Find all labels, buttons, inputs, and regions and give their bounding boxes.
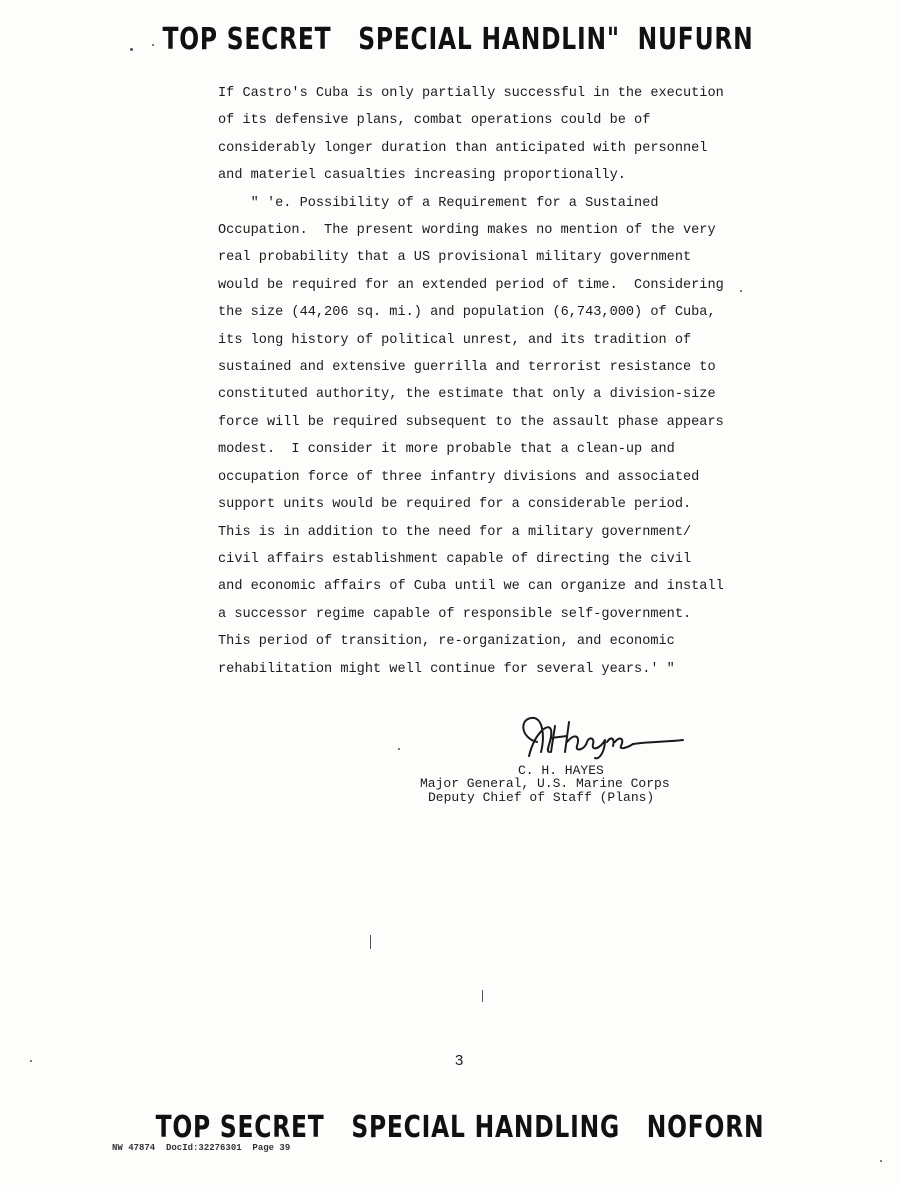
body-line: the size (44,206 sq. mi.) and population (6,743,000) of Cuba, [218,305,716,321]
body-line: and economic affairs of Cuba until we can organize and install [218,579,724,595]
body-line: If Castro's Cuba is only partially successful in the execution [218,86,724,101]
scan-speck [152,44,154,46]
scan-speck [130,48,133,51]
body-line: considerably longer duration than anticipated with personnel [218,140,708,156]
body-line: modest. I consider it more probable that a clean-up and [218,442,675,458]
page-number: 3 [455,1052,464,1069]
body-line: support units would be required for a considerable period. [218,497,692,513]
body-line: its long history of political unrest, and its tradition of [218,332,692,348]
body-line: a successor regime capable of responsible self-government. [218,606,692,622]
signatory-name: C. H. HAYES [518,763,604,778]
body-line: Occupation. The present wording makes no mention of the very [218,223,716,239]
scan-speck [740,290,742,292]
signatory-rank: Major General, U.S. Marine Corps [420,776,670,791]
body-line: and materiel casualties increasing proportionally. [218,168,626,184]
body-line: would be required for an extended period of time. Considering [218,277,724,293]
body-line: force will be required subsequent to the assault phase appears [218,414,724,430]
body-line: real probability that a US provisional military government [218,250,692,266]
handwritten-signature [515,712,695,764]
scan-speck [482,990,483,1002]
body-line: constituted authority, the estimate that only a division-size [218,387,716,403]
section-heading-line: " 'e. Possibility of a Requirement for a Sustained [218,195,659,211]
body-line: This period of transition, re-organization, and economic [218,634,675,650]
body-line: civil affairs establishment capable of directing the civil [218,551,692,567]
signatory-title: Deputy Chief of Staff (Plans) [428,790,655,805]
scan-speck [398,748,400,750]
body-line: occupation force of three infantry divisions and associated [218,469,700,485]
body-line: sustained and extensive guerrilla and terrorist resistance to [218,360,716,376]
bottom-classification-banner: TOP SECRET SPECIAL HANDLING NOFORN [155,1110,765,1145]
body-line: This is in addition to the need for a military government/ [218,524,692,540]
scan-speck [30,1060,32,1062]
body-line: of its defensive plans, combat operations could be of [218,113,651,129]
memo-body [218,80,738,683]
scan-speck [880,1160,882,1162]
scan-speck [370,935,371,949]
body-line: rehabilitation might well continue for several years.' " [218,661,675,677]
document-id-stamp: NW 47874 DocId:32276301 Page 39 [112,1143,291,1153]
top-classification-banner: TOP SECRET SPECIAL HANDLIN" NUFURN [162,22,754,57]
